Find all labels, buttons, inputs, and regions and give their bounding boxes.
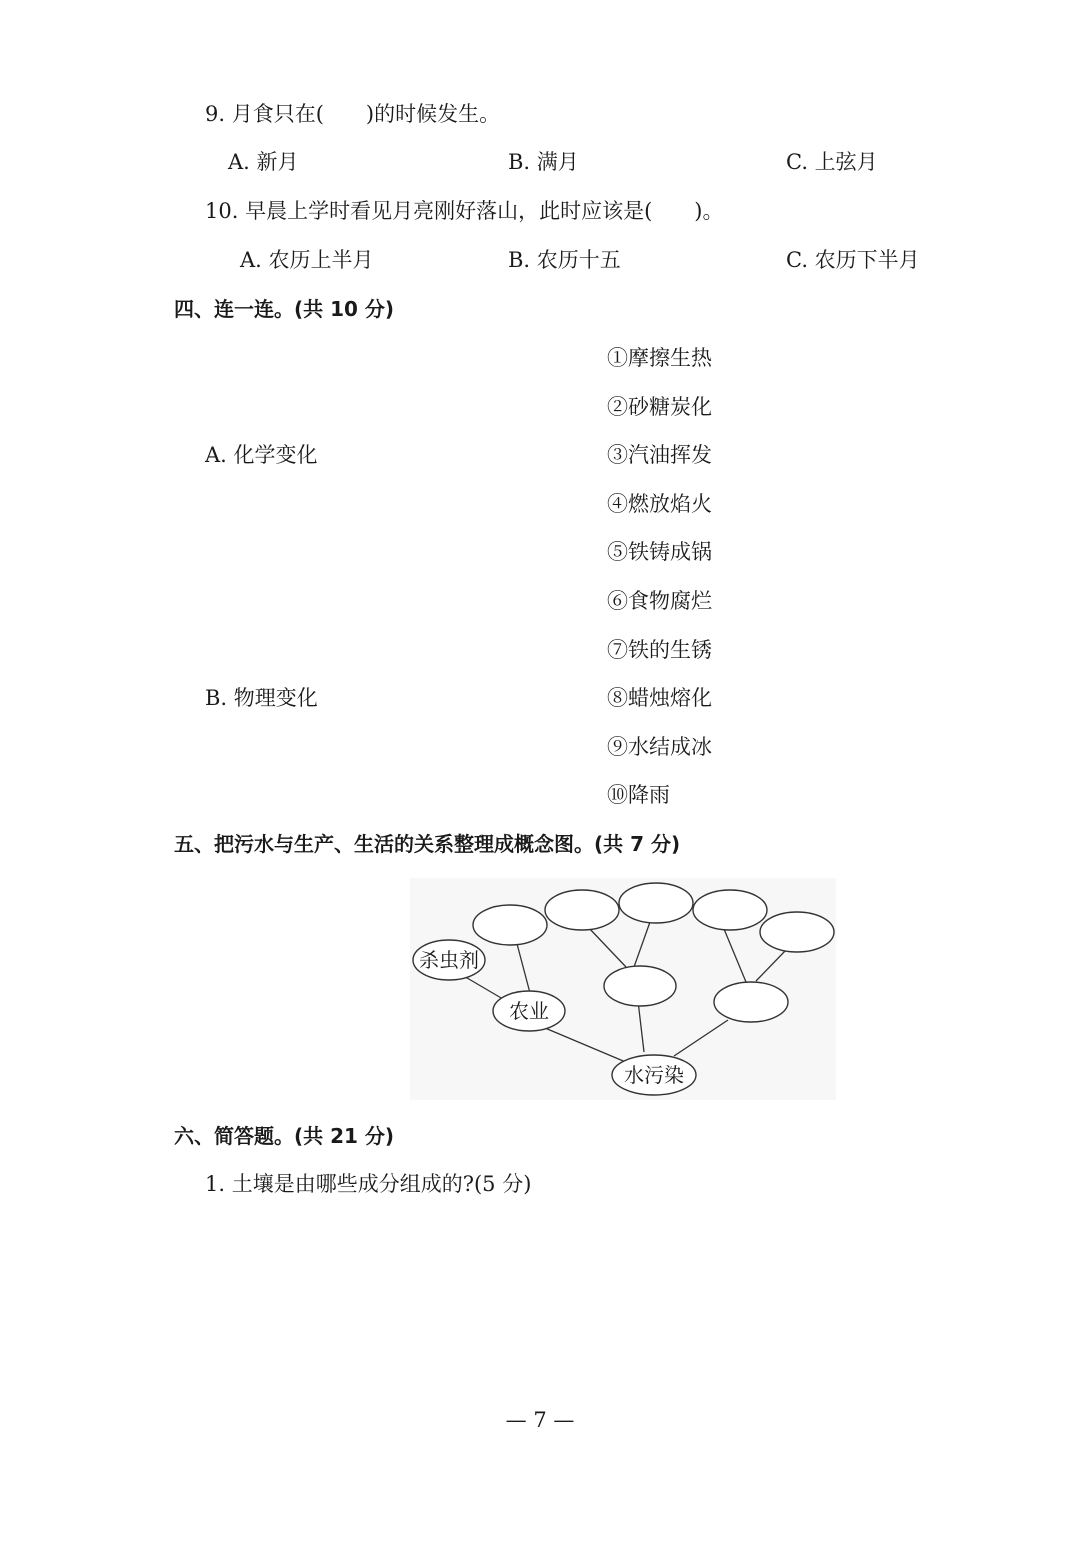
blank-node xyxy=(714,982,788,1022)
blank-node xyxy=(473,905,547,945)
page-number: — 7 — xyxy=(505,1408,575,1432)
blank-node xyxy=(760,912,834,952)
match-right-item: ⑨水结成冰 xyxy=(607,735,712,759)
q10-option-a: A. 农历上半月 xyxy=(240,248,374,272)
concept-map xyxy=(410,878,836,1100)
match-right-item: ⑩降雨 xyxy=(607,783,670,807)
q9-option-c: C. 上弦月 xyxy=(786,150,878,174)
q9-option-b: B. 满月 xyxy=(508,150,579,174)
match-left-b: B. 物理变化 xyxy=(205,686,318,710)
q9-stem: 9. 月食只在( )的时候发生。 xyxy=(205,102,501,126)
match-right-item: ③汽油挥发 xyxy=(607,443,712,467)
match-left-a: A. 化学变化 xyxy=(205,443,318,467)
agriculture-label: 农业 xyxy=(509,999,549,1023)
q9-option-a: A. 新月 xyxy=(228,150,299,174)
section6-title: 六、简答题。(共 21 分) xyxy=(174,1124,395,1148)
pesticide-label: 杀虫剂 xyxy=(419,948,479,972)
q10-stem: 10. 早晨上学时看见月亮刚好落山，此时应该是( )。 xyxy=(205,199,724,223)
blank-node xyxy=(619,883,693,923)
q10-option-b: B. 农历十五 xyxy=(508,248,621,272)
match-right-item: ⑥食物腐烂 xyxy=(607,589,712,613)
match-right-item: ④燃放焰火 xyxy=(607,492,712,516)
match-right-item: ②砂糖炭化 xyxy=(607,395,712,419)
blank-node xyxy=(545,890,619,930)
match-right-item: ⑤铁铸成锅 xyxy=(607,540,712,564)
section5-title: 五、把污水与生产、生活的关系整理成概念图。(共 7 分) xyxy=(174,832,681,856)
water-pollution-label: 水污染 xyxy=(624,1063,684,1087)
blank-node xyxy=(693,890,767,930)
match-right-item: ⑦铁的生锈 xyxy=(607,638,712,662)
q10-option-c: C. 农历下半月 xyxy=(786,248,920,272)
match-right-item: ①摩擦生热 xyxy=(607,346,712,370)
section4-title: 四、连一连。(共 10 分) xyxy=(174,297,395,321)
blank-node xyxy=(604,966,676,1006)
match-right-item: ⑧蜡烛熔化 xyxy=(607,686,712,710)
section6-q1: 1. 土壤是由哪些成分组成的?(5 分) xyxy=(205,1172,532,1196)
